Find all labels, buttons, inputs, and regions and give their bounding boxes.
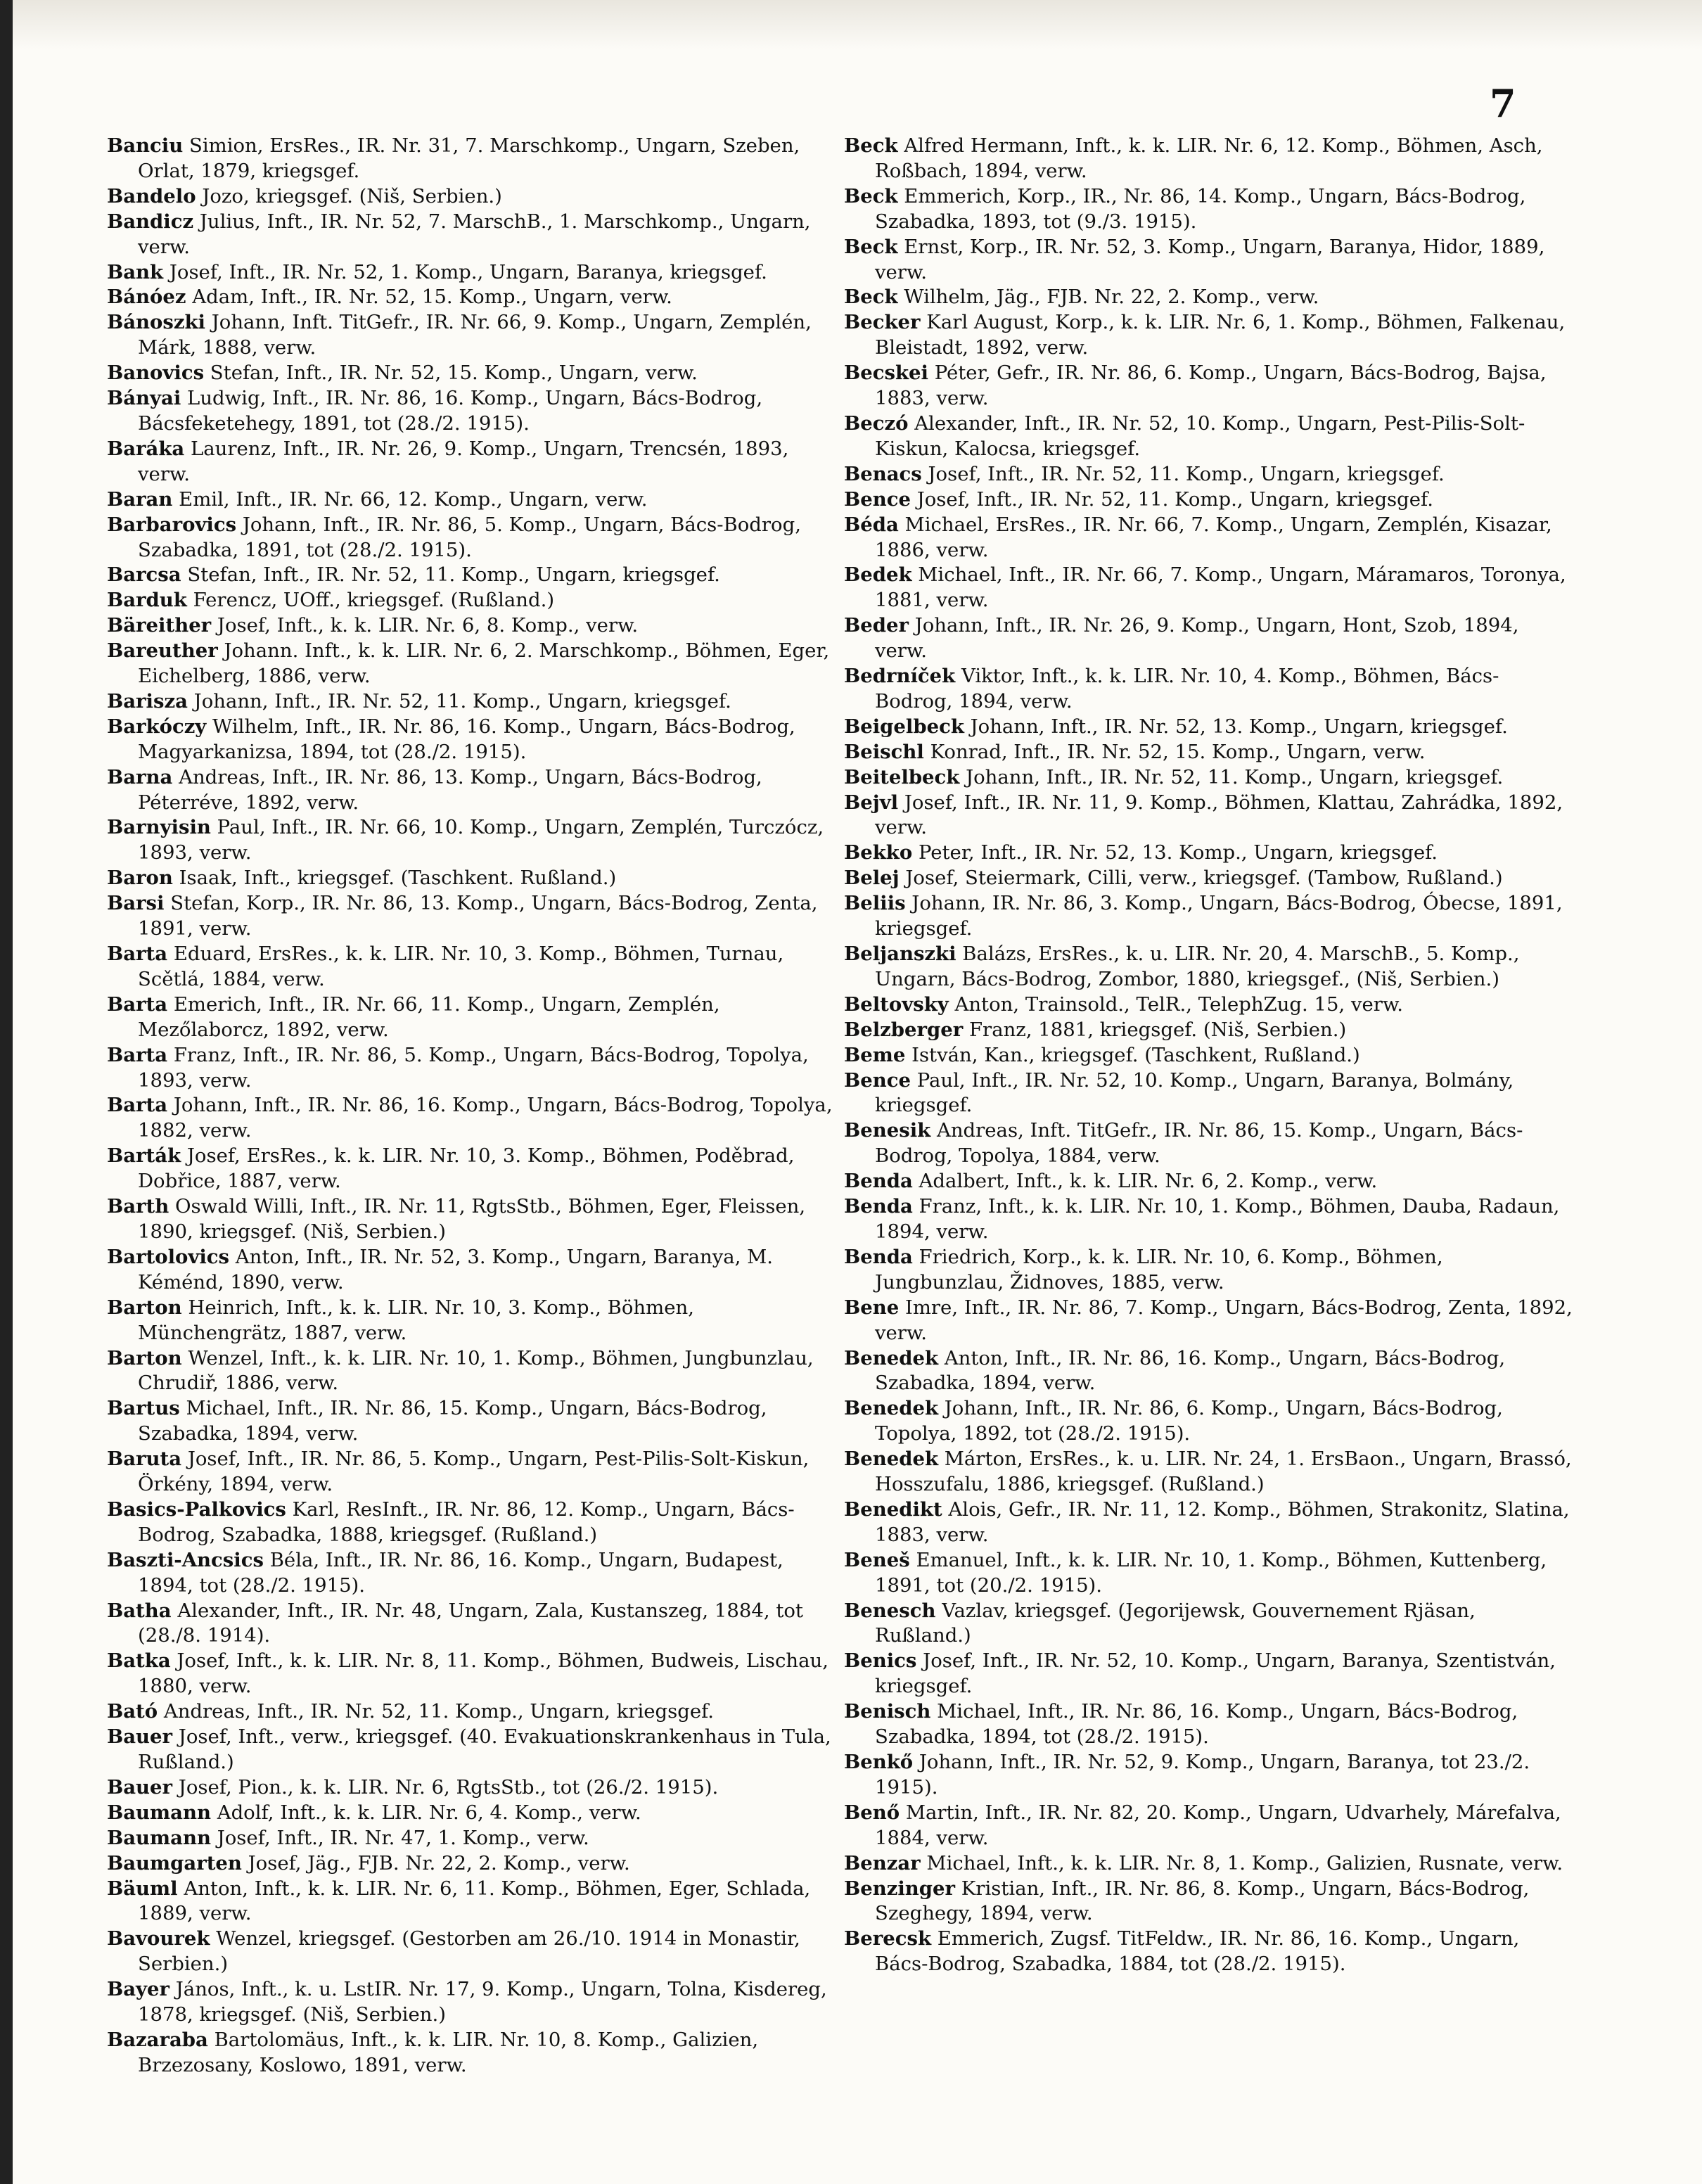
list-entry [844, 1599, 1575, 1649]
entry-surname: Beischl [844, 740, 924, 763]
entry-surname: Bartolovics [107, 1245, 230, 1268]
entry-surname: Benda [844, 1195, 913, 1218]
list-entry [107, 866, 838, 891]
entry-surname: Beder [844, 614, 909, 637]
list-entry [107, 891, 838, 942]
list-entry [844, 1447, 1575, 1497]
list-entry [844, 487, 1575, 513]
list-entry [844, 1851, 1575, 1877]
entry-surname: Benedek [844, 1397, 939, 1420]
entry-details: Michael, ErsRes., IR. Nr. 66, 7. Komp., Ungarn, Zemplén, Kisazar, 1886, verw. [875, 513, 1552, 561]
list-entry [844, 1497, 1575, 1548]
entry-surname: Baumgarten [107, 1851, 242, 1875]
page-number: 7 [1490, 81, 1516, 126]
entry-surname: Béda [844, 513, 899, 536]
entry-surname: Banciu [107, 134, 184, 157]
entry-surname: Bánóez [107, 286, 186, 309]
entry-surname: Bareuther [107, 639, 218, 663]
entry-details: Stefan, Inft., IR. Nr. 52, 15. Komp., Ungarn, verw. [204, 362, 698, 385]
list-entry [844, 361, 1575, 411]
entry-surname: Barbarovics [107, 513, 237, 536]
entry-details: Anton, Inft., IR. Nr. 52, 3. Komp., Ungarn, Baranya, M. Kéménd, 1890, verw. [138, 1245, 774, 1294]
entry-details: Adolf, Inft., k. k. LIR. Nr. 6, 4. Komp., verw. [210, 1801, 641, 1824]
entry-details: Balázs, ErsRes., k. u. LIR. Nr. 20, 4. MarschB., 5. Komp., Ungarn, Bács-Bodrog, Zombor, 1880, kriegsgef., (Niš, Serbien.) [875, 943, 1520, 990]
entry-details: Josef, Inft., verw., kriegsgef. (40. Evakuationskrankenhaus in Tula, Rußland.) [138, 1725, 831, 1773]
list-entry [107, 765, 838, 816]
entry-details: Andreas, Inft., IR. Nr. 52, 11. Komp., Ungarn, kriegsgef. [158, 1700, 715, 1723]
entry-surname: Barták [107, 1144, 181, 1168]
list-entry [107, 1296, 838, 1346]
entry-surname: Barta [107, 1094, 168, 1117]
list-entry [107, 1144, 838, 1194]
entry-surname: Becskei [844, 362, 928, 385]
entry-details: Anton, Inft., k. k. LIR. Nr. 6, 11. Komp., Böhmen, Eger, Schlada, 1889, verw. [138, 1877, 811, 1925]
entry-surname: Baran [107, 487, 173, 511]
entry-details: Ernst, Korp., IR. Nr. 52, 3. Komp., Ungarn, Baranya, Hidor, 1889, verw. [875, 235, 1545, 283]
entry-surname: Banovics [107, 362, 205, 385]
entry-details: János, Inft., k. u. LstIR. Nr. 17, 9. Komp., Ungarn, Tolna, Kisdereg, 1878, kriegsgef. (Niš, Serbien.) [138, 1978, 827, 2026]
entry-details: Franz, Inft., IR. Nr. 86, 5. Komp., Ungarn, Bács-Bodrog, Topolya, 1893, verw. [138, 1043, 809, 1092]
entry-details: Karl August, Korp., k. k. LIR. Nr. 6, 1. Komp., Böhmen, Falkenau, Bleistadt, 1892, verw. [875, 311, 1566, 359]
entry-details: Laurenz, Inft., IR. Nr. 26, 9. Komp., Ungarn, Trencsén, 1893, verw. [138, 437, 789, 485]
entry-details: Josef, Steiermark, Cilli, verw., kriegsgef. (Tambow, Rußland.) [899, 867, 1503, 890]
list-entry [107, 1497, 838, 1548]
entry-surname: Bavourek [107, 1927, 210, 1950]
entry-details: Peter, Inft., IR. Nr. 52, 13. Komp., Ungarn, kriegsgef. [912, 841, 1438, 864]
entry-surname: Benkő [844, 1751, 914, 1773]
entry-surname: Barna [107, 765, 173, 788]
entry-details: Michael, Inft., IR. Nr. 86, 15. Komp., Ungarn, Bács-Bodrog, Szabadka, 1894, verw. [138, 1397, 767, 1445]
list-entry [844, 1699, 1575, 1750]
list-entry [107, 942, 838, 992]
list-entry [107, 815, 838, 866]
entry-surname: Bauer [107, 1725, 173, 1749]
entry-details: Paul, Inft., IR. Nr. 66, 10. Komp., Ungarn, Zemplén, Turczócz, 1893, verw. [138, 816, 824, 864]
entry-surname: Baszti-Ancsics [107, 1548, 264, 1571]
entry-surname: Beck [844, 134, 898, 157]
list-entry [107, 992, 838, 1043]
entry-surname: Barcsa [107, 563, 181, 587]
entry-details: Josef, Inft., IR. Nr. 11, 9. Komp., Böhmen, Klattau, Zahrádka, 1892, verw. [875, 791, 1563, 839]
entry-details: Viktor, Inft., k. k. LIR. Nr. 10, 4. Komp., Böhmen, Bács-Bodrog, 1894, verw. [875, 665, 1499, 713]
list-entry [107, 1877, 838, 1927]
entry-details: Johann, Inft., IR. Nr. 52, 9. Komp., Ungarn, Baranya, tot 23./2. 1915). [875, 1751, 1530, 1799]
entry-surname: Benedek [844, 1346, 939, 1369]
list-entry [107, 1927, 838, 1977]
entry-details: Josef, Jäg., FJB. Nr. 22, 2. Komp., verw. [241, 1851, 630, 1875]
list-entry [844, 1296, 1575, 1346]
entry-details: Emil, Inft., IR. Nr. 66, 12. Komp., Ungarn, verw. [172, 487, 648, 511]
list-entry [107, 1801, 838, 1826]
entry-surname: Batha [107, 1599, 172, 1622]
entry-surname: Baráka [107, 437, 185, 460]
entry-surname: Barsi [107, 892, 165, 915]
entry-surname: Benesch [844, 1599, 936, 1622]
entry-details: Michael, Inft., IR. Nr. 66, 7. Komp., Ungarn, Máramaros, Toronya, 1881, verw. [875, 563, 1566, 612]
entry-surname: Bató [107, 1700, 158, 1723]
entry-details: Konrad, Inft., IR. Nr. 52, 15. Komp., Ungarn, verw. [923, 740, 1426, 763]
list-entry [107, 588, 838, 613]
entry-details: Josef, Inft., IR. Nr. 52, 10. Komp., Ungarn, Baranya, Szentistván, kriegsgef. [875, 1649, 1556, 1698]
list-entry [107, 310, 838, 361]
entry-details: Johann, Inft., IR. Nr. 52, 11. Komp., Ungarn, kriegsgef. [959, 765, 1504, 788]
entry-details: Josef, Inft., k. k. LIR. Nr. 8, 11. Komp., Böhmen, Budweis, Lischau, 1880, verw. [138, 1649, 828, 1698]
entry-surname: Beme [844, 1043, 906, 1066]
list-entry [844, 1169, 1575, 1194]
entry-details: Friedrich, Korp., k. k. LIR. Nr. 10, 6. Komp., Böhmen, Jungbunzlau, Židnoves, 1885, verw. [875, 1245, 1443, 1294]
list-entry [844, 1927, 1575, 1977]
entry-details: Emanuel, Inft., k. k. LIR. Nr. 10, 1. Komp., Böhmen, Kuttenberg, 1891, tot (20./2. 1915). [875, 1548, 1547, 1597]
entry-details: Johann, IR. Nr. 86, 3. Komp., Ungarn, Bács-Bodrog, Óbecse, 1891, kriegsgef. [875, 892, 1563, 940]
entry-surname: Barnyisin [107, 816, 211, 839]
entry-surname: Bartus [107, 1397, 180, 1420]
list-entry [107, 361, 838, 386]
entry-surname: Bäreither [107, 614, 212, 637]
list-entry [107, 1977, 838, 2028]
list-entry [844, 791, 1575, 841]
entry-details: Alexander, Inft., IR. Nr. 52, 10. Komp., Ungarn, Pest-Pilis-Solt-Kiskun, Kalocsa, kriegsgef. [875, 411, 1525, 460]
entry-surname: Barth [107, 1195, 169, 1218]
entry-details: Emmerich, Korp., IR., Nr. 86, 14. Komp., Ungarn, Bács-Bodrog, Szabadka, 1893, tot (9./3. 1915). [875, 184, 1526, 233]
entry-surname: Barta [107, 943, 168, 965]
entry-surname: Beliis [844, 892, 906, 915]
entry-surname: Beljanszki [844, 943, 956, 965]
entry-details: Béla, Inft., IR. Nr. 86, 16. Komp., Ungarn, Budapest, 1894, tot (28./2. 1915). [138, 1548, 783, 1597]
entry-details: Ludwig, Inft., IR. Nr. 86, 16. Komp., Ungarn, Bács-Bodrog, Bácsfeketehegy, 1891, tot (28./2. 1915). [138, 387, 763, 435]
entry-surname: Bejvl [844, 791, 899, 814]
entry-details: Josef, Inft., IR. Nr. 52, 11. Komp., Ungarn, kriegsgef. [921, 462, 1445, 485]
entry-surname: Baumann [107, 1801, 211, 1824]
entry-details: Simion, ErsRes., IR. Nr. 31, 7. Marschkomp., Ungarn, Szeben, Orlat, 1879, kriegsgef. [138, 134, 800, 182]
entry-details: Andreas, Inft. TitGefr., IR. Nr. 86, 15. Komp., Ungarn, Bács-Bodrog, Topolya, 1884, verw. [875, 1119, 1523, 1168]
list-entry [107, 1043, 838, 1094]
list-entry [844, 613, 1575, 664]
entry-surname: Beck [844, 184, 898, 207]
list-entry [107, 1699, 838, 1725]
entry-surname: Barta [107, 992, 168, 1016]
list-entry [107, 2028, 838, 2078]
list-entry [107, 689, 838, 715]
entry-surname: Basics-Palkovics [107, 1497, 286, 1521]
entry-details: Stefan, Korp., IR. Nr. 86, 13. Komp., Ungarn, Bács-Bodrog, Zenta, 1891, verw. [138, 892, 818, 940]
entry-surname: Berecsk [844, 1927, 932, 1950]
entry-surname: Barton [107, 1296, 182, 1319]
list-entry [844, 1068, 1575, 1119]
entry-details: Péter, Gefr., IR. Nr. 86, 6. Komp., Ungarn, Bács-Bodrog, Bajsa, 1883, verw. [875, 362, 1547, 410]
list-entry [844, 1018, 1575, 1043]
list-entry [107, 260, 838, 286]
entry-details: Alois, Gefr., IR. Nr. 11, 12. Komp., Böhmen, Strakonitz, Slatina, 1883, verw. [875, 1497, 1570, 1546]
list-entry [844, 1649, 1575, 1699]
entry-surname: Barta [107, 1043, 168, 1066]
list-entry [107, 134, 838, 184]
list-entry [107, 1194, 838, 1245]
entry-surname: Bánoszki [107, 311, 205, 334]
entry-surname: Bedek [844, 563, 912, 587]
list-entry [107, 1826, 838, 1851]
entry-details: Imre, Inft., IR. Nr. 86, 7. Komp., Ungarn, Bács-Bodrog, Zenta, 1892, verw. [875, 1296, 1573, 1344]
entry-details: Wenzel, Inft., k. k. LIR. Nr. 10, 1. Komp., Böhmen, Jungbunzlau, Chrudiř, 1886, verw. [138, 1346, 814, 1395]
entry-details: Wenzel, kriegsgef. (Gestorben am 26./10. 1914 in Monastir, Serbien.) [138, 1927, 800, 1976]
list-entry [107, 1649, 838, 1699]
entry-surname: Bence [844, 1068, 911, 1092]
entry-details: Emmerich, Zugsf. TitFeldw., IR. Nr. 86, 16. Komp., Ungarn, Bács-Bodrog, Szabadka, 1884, tot (28./2. 1915). [875, 1927, 1520, 1976]
list-entry [107, 1548, 838, 1599]
left-column [107, 134, 838, 2078]
list-entry [844, 184, 1575, 235]
page-top-shading [0, 0, 1702, 49]
entry-details: Wilhelm, Inft., IR. Nr. 86, 16. Komp., Ungarn, Bács-Bodrog, Magyarkanizsa, 1894, tot (28./2. 1915). [138, 715, 795, 763]
entry-details: Johann, Inft. TitGefr., IR. Nr. 66, 9. Komp., Ungarn, Zemplén, Márk, 1888, verw. [138, 311, 812, 359]
entry-details: Alexander, Inft., IR. Nr. 48, Ungarn, Zala, Kustanszeg, 1884, tot (28./8. 1914). [138, 1599, 803, 1647]
entry-surname: Belej [844, 867, 900, 890]
entry-details: Johann, Inft., IR. Nr. 86, 16. Komp., Ungarn, Bács-Bodrog, Topolya, 1882, verw. [138, 1094, 833, 1142]
list-entry [844, 1548, 1575, 1599]
list-entry [844, 285, 1575, 310]
entry-details: Johann, Inft., IR. Nr. 26, 9. Komp., Ungarn, Hont, Szob, 1894, verw. [875, 614, 1519, 663]
list-entry [844, 513, 1575, 563]
entry-details: Josef, Pion., k. k. LIR. Nr. 6, RgtsStb., tot (26./2. 1915). [172, 1775, 719, 1799]
list-entry [844, 1043, 1575, 1068]
list-entry [844, 891, 1575, 942]
list-entry [107, 386, 838, 437]
entry-surname: Bandicz [107, 210, 194, 233]
list-entry [844, 1396, 1575, 1447]
entry-details: Josef, Inft., k. k. LIR. Nr. 6, 8. Komp., verw. [211, 614, 639, 637]
list-entry [107, 487, 838, 513]
entry-details: Wilhelm, Jäg., FJB. Nr. 22, 2. Komp., verw. [897, 286, 1319, 309]
entry-details: Ferencz, UOff., kriegsgef. (Rußland.) [186, 589, 555, 612]
list-entry [107, 613, 838, 639]
entry-details: Franz, 1881, kriegsgef. (Niš, Serbien.) [963, 1018, 1347, 1041]
list-entry [844, 1877, 1575, 1927]
entry-surname: Baumann [107, 1826, 211, 1849]
list-entry [107, 1447, 838, 1497]
entry-surname: Benő [844, 1801, 900, 1824]
entry-details: Michael, Inft., k. k. LIR. Nr. 8, 1. Komp., Galizien, Rusnate, verw. [920, 1851, 1563, 1875]
list-entry [844, 1750, 1575, 1801]
entry-surname: Beitelbeck [844, 765, 960, 788]
entry-surname: Bányai [107, 387, 181, 410]
list-entry [844, 1801, 1575, 1851]
list-entry [107, 639, 838, 689]
list-entry [107, 1346, 838, 1397]
entry-details: Anton, Trainsold., TelR., TelephZug. 15, verw. [948, 992, 1403, 1016]
list-entry [107, 210, 838, 260]
list-entry [844, 462, 1575, 487]
entry-details: Márton, ErsRes., k. u. LIR. Nr. 24, 1. ErsBaon., Ungarn, Brassó, Hosszufalu, 1886, kriegsgef. (Rußland.) [875, 1448, 1572, 1496]
entry-surname: Beck [844, 286, 898, 309]
right-column [844, 134, 1575, 1977]
entry-surname: Baron [107, 867, 173, 890]
entry-details: Heinrich, Inft., k. k. LIR. Nr. 10, 3. Komp., Böhmen, Münchengrätz, 1887, verw. [138, 1296, 694, 1344]
list-entry [844, 1194, 1575, 1245]
entry-details: Martin, Inft., IR. Nr. 82, 20. Komp., Ungarn, Udvarhely, Márefalva, 1884, verw. [875, 1801, 1561, 1849]
entry-details: Johann, Inft., IR. Nr. 52, 11. Komp., Ungarn, kriegsgef. [187, 689, 731, 713]
list-entry [107, 1599, 838, 1649]
entry-surname: Benda [844, 1170, 913, 1193]
entry-surname: Beigelbeck [844, 715, 964, 738]
entry-details: Johann. Inft., k. k. LIR. Nr. 6, 2. Marschkomp., Böhmen, Eger, Eichelberg, 1886, verw. [138, 639, 830, 688]
list-entry [844, 765, 1575, 791]
list-entry [844, 1245, 1575, 1296]
entry-surname: Batka [107, 1649, 171, 1673]
list-entry [844, 411, 1575, 462]
entry-surname: Barkóczy [107, 715, 207, 738]
entry-surname: Bauer [107, 1775, 173, 1799]
entry-surname: Becker [844, 311, 921, 334]
entry-details: Adam, Inft., IR. Nr. 52, 15. Komp., Ungarn, verw. [186, 286, 672, 309]
entry-details: István, Kan., kriegsgef. (Taschkent, Rußland.) [905, 1043, 1360, 1066]
entry-surname: Bekko [844, 841, 913, 864]
list-entry [844, 1118, 1575, 1169]
list-entry [107, 1775, 838, 1801]
list-entry [844, 740, 1575, 765]
entry-details: Adalbert, Inft., k. k. LIR. Nr. 6, 2. Komp., verw. [912, 1170, 1378, 1193]
entry-surname: Benzinger [844, 1877, 956, 1900]
list-entry [844, 866, 1575, 891]
entry-surname: Barisza [107, 689, 188, 713]
entry-details: Eduard, ErsRes., k. k. LIR. Nr. 10, 3. Komp., Böhmen, Turnau, Scětlá, 1884, verw. [138, 943, 784, 990]
entry-surname: Beck [844, 235, 898, 258]
list-entry [107, 1396, 838, 1447]
entry-surname: Bence [844, 487, 911, 511]
entry-surname: Baruta [107, 1448, 182, 1471]
entry-surname: Benda [844, 1245, 913, 1268]
entry-surname: Benedek [844, 1448, 939, 1471]
entry-surname: Benics [844, 1649, 917, 1673]
scan-edge [0, 0, 13, 2184]
entry-surname: Benacs [844, 462, 922, 485]
entry-details: Johann, Inft., IR. Nr. 86, 6. Komp., Ungarn, Bács-Bodrog, Topolya, 1892, tot (28./2. 1915). [875, 1397, 1503, 1445]
entry-details: Alfred Hermann, Inft., k. k. LIR. Nr. 6, 12. Komp., Böhmen, Asch, Roßbach, 1894, verw. [875, 134, 1543, 182]
list-entry [107, 285, 838, 310]
list-entry [844, 563, 1575, 613]
entry-surname: Benesik [844, 1119, 931, 1142]
list-entry [107, 715, 838, 765]
list-entry [107, 1851, 838, 1877]
list-entry [844, 841, 1575, 866]
entry-details: Andreas, Inft., IR. Nr. 86, 13. Komp., Ungarn, Bács-Bodrog, Péterréve, 1892, verw. [138, 765, 762, 814]
entry-details: Josef, Inft., IR. Nr. 47, 1. Komp., verw. [210, 1826, 589, 1849]
list-entry [107, 1093, 838, 1144]
list-entry [844, 992, 1575, 1018]
entry-details: Johann, Inft., IR. Nr. 86, 5. Komp., Ungarn, Bács-Bodrog, Szabadka, 1891, tot (28./2. 1915). [138, 513, 801, 561]
entry-details: Isaak, Inft., kriegsgef. (Taschkent. Rußland.) [172, 867, 617, 890]
entry-details: Josef, ErsRes., k. k. LIR. Nr. 10, 3. Komp., Böhmen, Poděbrad, Dobřice, 1887, verw. [138, 1144, 795, 1193]
list-entry [107, 1725, 838, 1775]
list-entry [844, 235, 1575, 286]
entry-details: Julius, Inft., IR. Nr. 52, 7. MarschB., 1. Marschkomp., Ungarn, verw. [138, 210, 811, 258]
entry-surname: Belzberger [844, 1018, 964, 1041]
list-entry [844, 310, 1575, 361]
entry-details: Jozo, kriegsgef. (Niš, Serbien.) [196, 184, 502, 207]
entry-details: Emerich, Inft., IR. Nr. 66, 11. Komp., Ungarn, Zemplén, Mezőlaborcz, 1892, verw. [138, 992, 720, 1041]
entry-surname: Bank [107, 260, 164, 283]
entry-details: Vazlav, kriegsgef. (Jegorijewsk, Gouvernement Rjäsan, Rußland.) [875, 1599, 1476, 1647]
entry-details: Michael, Inft., IR. Nr. 86, 16. Komp., Ungarn, Bács-Bodrog, Szabadka, 1894, tot (28./2. 1915). [875, 1700, 1518, 1749]
entry-details: Josef, Inft., IR. Nr. 52, 1. Komp., Ungarn, Baranya, kriegsgef. [163, 260, 767, 283]
list-entry [107, 1245, 838, 1296]
entry-surname: Bayer [107, 1978, 170, 2001]
entry-surname: Benzar [844, 1851, 921, 1875]
entry-surname: Beczó [844, 411, 909, 435]
entry-surname: Benedikt [844, 1497, 942, 1521]
entry-surname: Barduk [107, 589, 187, 612]
entry-surname: Bazaraba [107, 2028, 208, 2051]
entry-surname: Benisch [844, 1700, 931, 1723]
entry-details: Josef, Inft., IR. Nr. 86, 5. Komp., Ungarn, Pest-Pilis-Solt-Kiskun, Örkény, 1894, verw. [138, 1448, 810, 1496]
entry-surname: Bandelo [107, 184, 196, 207]
entry-surname: Bäuml [107, 1877, 178, 1900]
list-entry [844, 942, 1575, 992]
entry-details: Kristian, Inft., IR. Nr. 86, 8. Komp., Ungarn, Bács-Bodrog, Szeghegy, 1894, verw. [875, 1877, 1530, 1925]
entry-surname: Beneš [844, 1548, 910, 1571]
entry-details: Bartolomäus, Inft., k. k. LIR. Nr. 10, 8. Komp., Galizien, Brzezosany, Koslowo, 1891, verw. [138, 2028, 759, 2076]
entry-details: Stefan, Inft., IR. Nr. 52, 11. Komp., Ungarn, kriegsgef. [181, 563, 720, 587]
entry-surname: Barton [107, 1346, 182, 1369]
entry-details: Josef, Inft., IR. Nr. 52, 11. Komp., Ungarn, kriegsgef. [910, 487, 1433, 511]
list-entry [107, 437, 838, 487]
entry-details: Franz, Inft., k. k. LIR. Nr. 10, 1. Komp., Böhmen, Dauba, Radaun, 1894, verw. [875, 1195, 1560, 1243]
entry-details: Johann, Inft., IR. Nr. 52, 13. Komp., Ungarn, kriegsgef. [964, 715, 1508, 738]
list-entry [844, 664, 1575, 715]
entry-details: Paul, Inft., IR. Nr. 52, 10. Komp., Ungarn, Baranya, Bolmány, kriegsgef. [875, 1068, 1514, 1117]
entry-details: Oswald Willi, Inft., IR. Nr. 11, RgtsStb., Böhmen, Eger, Fleissen, 1890, kriegsgef. (Niš, Serbien.) [138, 1195, 806, 1243]
list-entry [107, 563, 838, 588]
list-entry [844, 1346, 1575, 1397]
entry-surname: Bedrníček [844, 665, 956, 688]
list-entry [844, 715, 1575, 740]
list-entry [107, 513, 838, 563]
list-entry [844, 134, 1575, 184]
entry-details: Anton, Inft., IR. Nr. 86, 16. Komp., Ungarn, Bács-Bodrog, Szabadka, 1894, verw. [875, 1346, 1506, 1395]
entry-details: Karl, ResInft., IR. Nr. 86, 12. Komp., Ungarn, Bács-Bodrog, Szabadka, 1888, kriegsgef. (Rußland.) [138, 1497, 795, 1546]
entry-surname: Beltovsky [844, 992, 949, 1016]
entry-surname: Bene [844, 1296, 900, 1319]
list-entry [107, 184, 838, 210]
